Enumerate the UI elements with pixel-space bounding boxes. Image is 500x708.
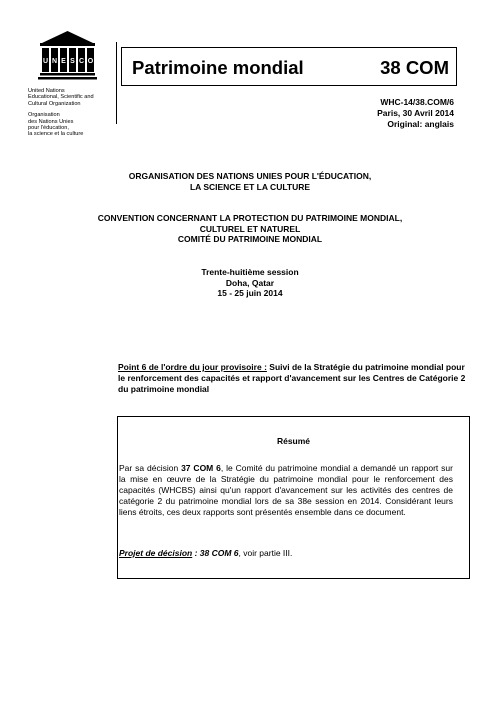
caption-fr-line-4: la science et la culture bbox=[28, 131, 84, 138]
convention-line-1: CONVENTION CONCERNANT LA PROTECTION DU PATRIMOINE MONDIAL, bbox=[97, 213, 403, 223]
convention-heading bbox=[0, 213, 500, 245]
svg-text:E: E bbox=[61, 58, 66, 65]
document-title: Patrimoine mondial bbox=[132, 57, 304, 78]
svg-text:O: O bbox=[87, 58, 94, 65]
organization-line-1: ORGANISATION DES NATIONS UNIES POUR L'ÉDUCATION, bbox=[128, 171, 372, 181]
svg-text:C: C bbox=[78, 58, 85, 65]
document-number: WHC-14/38.COM/6 bbox=[380, 97, 454, 107]
draft-decision bbox=[119, 548, 292, 558]
session-info bbox=[0, 267, 500, 299]
convention-line-3: COMITÉ DU PATRIMOINE MONDIAL bbox=[177, 234, 323, 244]
caption-en-line-2: Educational, Scientific and bbox=[28, 94, 94, 101]
svg-text:S: S bbox=[70, 58, 75, 65]
summary-text-start: Par sa décision bbox=[119, 463, 182, 473]
draft-decision-label: Projet de décision bbox=[119, 548, 193, 558]
draft-decision-rest: , voir partie III. bbox=[238, 548, 293, 558]
organization-name bbox=[0, 171, 500, 192]
svg-text:N: N bbox=[51, 58, 58, 65]
summary-paragraph bbox=[119, 463, 453, 518]
caption-en-line-3: Cultural Organization bbox=[28, 100, 81, 107]
summary-decision-ref: 37 COM 6 bbox=[181, 463, 221, 473]
agenda-label: Point 6 de l'ordre du jour provisoire : bbox=[118, 362, 267, 372]
summary-title: Résumé bbox=[276, 436, 311, 446]
original-language: Original: anglais bbox=[387, 119, 454, 129]
draft-decision-code: : 38 COM 6 bbox=[194, 548, 239, 558]
session-code: 38 COM bbox=[380, 57, 449, 78]
caption-en-line-1: United Nations bbox=[28, 88, 65, 94]
caption-fr-line-2: des Nations Unies bbox=[28, 118, 74, 125]
unesco-temple-logo-icon bbox=[30, 30, 105, 90]
convention-line-2: CULTUREL ET NATUREL bbox=[199, 223, 301, 234]
summary-text-rest: , le Comité du patrimoine mondial a demandé un rapport sur la mise en œuvre de la Stratégie du patrimoine mondial pour le renforcement des capacités (WHCBS) ainsi qu'un rapport d'avancement sur les activités des centres de catégorie 2 du patrimoine mondial lors de sa 38e session en 2014. Considérant leurs liens étroits, ces deux rapports sont présentés ensemble dans ce document. bbox=[119, 463, 453, 517]
session-dates: 15 - 25 juin 2014 bbox=[217, 288, 283, 298]
session-place: Doha, Qatar bbox=[225, 277, 275, 288]
organization-line-2: LA SCIENCE ET LA CULTURE bbox=[189, 181, 311, 192]
agenda-text: Suivi de la Stratégie du patrimoine mondial pour le renforcement des capacités et rapport d'avancement sur les Centres de Catégorie 2 du patrimoine mondial bbox=[118, 362, 466, 394]
agenda-item bbox=[118, 362, 468, 395]
caption-fr-line-1: Organisation bbox=[28, 112, 60, 119]
unesco-organization-caption bbox=[28, 88, 108, 138]
header-divider bbox=[116, 42, 117, 124]
caption-fr-line-3: pour l'éducation, bbox=[28, 125, 69, 132]
svg-text:U: U bbox=[42, 58, 49, 65]
session-name: Trente-huitième session bbox=[201, 267, 299, 277]
document-date: Paris, 30 Avril 2014 bbox=[377, 108, 454, 118]
